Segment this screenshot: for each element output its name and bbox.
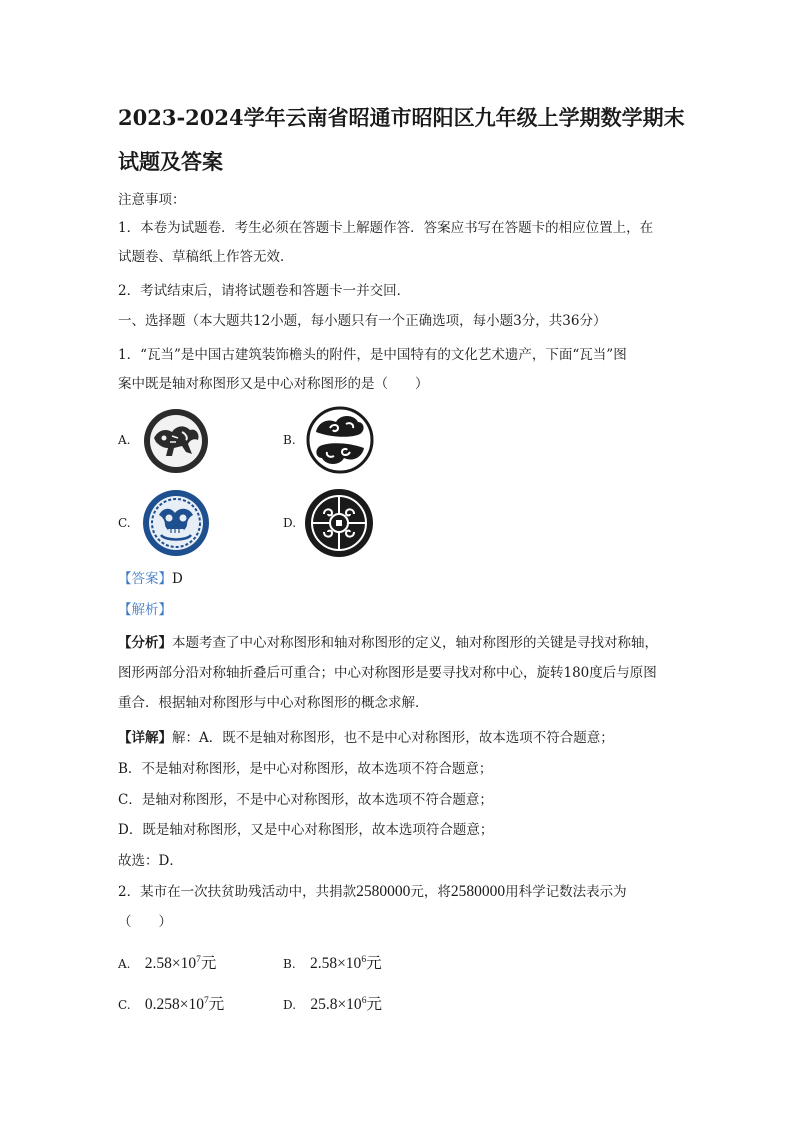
q1-option-c-label: C. [118,516,131,530]
q2-text-c: 用科学记数法表示为 [505,884,627,900]
fenxi-tag: 【分析】 [118,635,172,651]
conclusion-line: 故选：D． [118,853,183,869]
beast-face-roof-tile-icon [141,489,211,557]
answer-line [118,569,183,589]
analysis-tag: 【解析】 [118,602,172,618]
q2-option-d-exponent: 6 [361,996,367,1006]
q2-option-d [283,991,382,1015]
q2-option-c [118,991,224,1015]
q2-option-a-label: A. [118,957,131,971]
q2-option-d-base: 25.8×10 [310,996,362,1013]
q2-option-b-base: 2.58×10 [309,955,362,972]
xiangjie-text-1: 解：A．既不是轴对称图形，也不是中心对称图形，故本选项不符合题意； [172,730,614,746]
xiangjie-line-1 [118,728,614,748]
question-1-line-2: 案中既是轴对称图形又是中心对称图形的是（ ） [118,376,429,392]
question-1-line-1: 1．“瓦当”是中国古建筑装饰檐头的附件，是中国特有的文化艺术遗产，下面“瓦当”图 [118,347,627,363]
answer-value: D [172,571,183,587]
q1-option-d-label: D. [283,516,297,530]
title-line-1: 2023-2024学年云南省昭通市昭阳区九年级上学期数学期末 [118,105,685,130]
q2-text-b: 元，将 [410,884,451,900]
q2-option-a [118,950,216,974]
q2-option-d-unit: 元 [366,996,382,1013]
q2-option-b-unit: 元 [366,955,382,972]
q1-option-a-label: A. [118,433,131,447]
q2-option-c-exponent: 7 [204,996,209,1006]
cloud-roof-tile-icon [306,406,374,474]
q2-option-c-unit: 元 [208,996,225,1013]
q2-option-b-label: B. [283,957,296,971]
xiangjie-tag: 【详解】 [118,730,172,746]
q2-option-b [283,950,382,974]
note-1-line-2: 试题卷、草稿纸上作答无效． [118,249,294,265]
title-line-2: 试题及答案 [118,149,223,174]
xiangjie-line-2: B．不是轴对称图形，是中心对称图形，故本选项不符合题意； [118,761,493,777]
xiangjie-line-3: C．是轴对称图形，不是中心对称图形，故本选项不符合题意； [118,792,493,808]
q1-option-b-label: B. [283,433,296,447]
fenxi-line-1 [118,633,658,653]
question-2-line-1 [118,882,627,902]
fenxi-line-2: 图形两部分沿对称轴折叠后可重合；中心对称图形是要寻找对称中心，旋转180度后与原图 [118,665,657,681]
fenxi-text-1: 本题考查了中心对称图形和轴对称图形的定义，轴对称图形的关键是寻找对称轴， [172,635,658,651]
q2-option-a-exponent: 7 [196,955,201,965]
q2-option-a-base: 2.58×10 [144,955,197,972]
q2-option-a-unit: 元 [200,955,217,972]
document-title [118,96,688,184]
coin-pattern-roof-tile-icon [304,488,374,558]
q2-option-d-label: D. [283,998,297,1012]
q2-amount-2: 2580000 [450,883,506,900]
note-1-line-1: 1．本卷为试题卷．考生必须在答题卡上解题作答．答案应书写在答题卡的相应位置上，在 [118,220,654,236]
q2-text-a: 2．某市在一次扶贫助残活动中，共捐款 [118,884,357,900]
section-1-heading: 一、选择题（本大题共12小题，每小题只有一个正确选项，每小题3分，共36分） [118,313,607,329]
tiger-roof-tile-icon [142,408,210,474]
q2-option-b-exponent: 6 [361,955,367,965]
xiangjie-line-4: D．既是轴对称图形，又是中心对称图形，故本选项符合题意； [118,822,494,838]
q2-amount-1: 2580000 [356,883,411,900]
question-2-paren: （ ） [118,914,172,930]
notes-heading: 注意事项： [118,192,186,208]
note-2: 2．考试结束后，请将试题卷和答题卡一并交回． [118,283,411,299]
fenxi-line-3: 重合．根据轴对称图形与中心对称图形的概念求解． [118,695,429,711]
q2-option-c-label: C. [118,998,131,1012]
q2-option-c-base: 0.258×10 [144,996,204,1013]
answer-tag: 【答案】 [118,571,172,587]
